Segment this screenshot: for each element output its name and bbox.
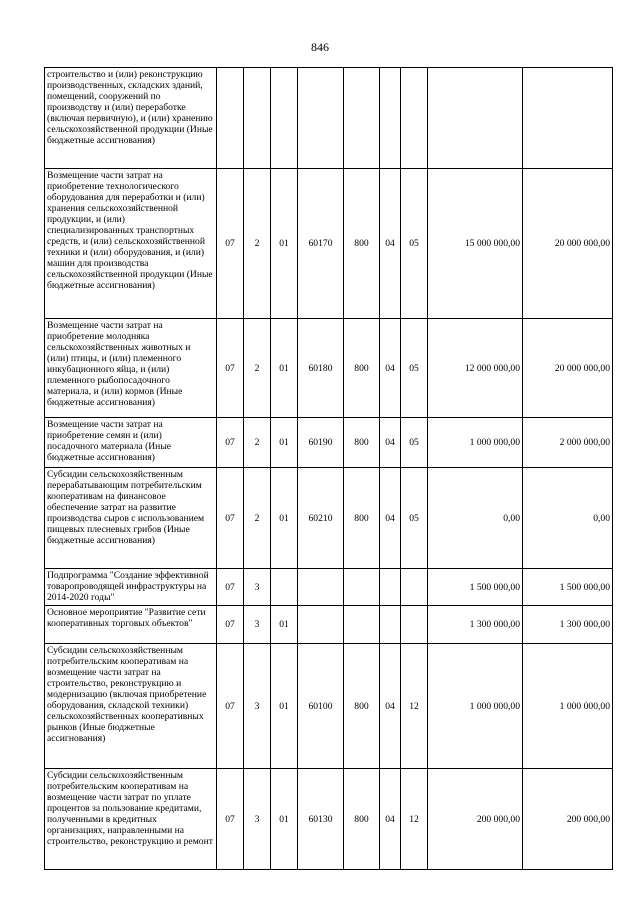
subprogram-code-cell	[244, 68, 271, 169]
amount-year2-cell: 20 000 000,00	[523, 169, 613, 319]
subdivision-cell	[401, 68, 428, 169]
expense-type-cell: 800	[344, 319, 380, 418]
section-code-cell: 07	[217, 418, 244, 468]
subdivision-cell: 05	[401, 418, 428, 468]
activity-code-cell	[271, 68, 298, 169]
amount-year1-cell: 1 500 000,00	[428, 569, 523, 606]
division-cell: 04	[380, 644, 401, 769]
table-body	[45, 68, 613, 870]
activity-code-cell: 01	[271, 644, 298, 769]
expense-type-cell: 800	[344, 468, 380, 569]
expense-type-cell	[344, 68, 380, 169]
direction-code-cell: 60170	[298, 169, 344, 319]
amount-year1-cell: 12 000 000,00	[428, 319, 523, 418]
table-row	[45, 468, 613, 569]
division-cell: 04	[380, 319, 401, 418]
division-cell: 04	[380, 418, 401, 468]
section-code-cell	[217, 68, 244, 169]
section-code-cell: 07	[217, 606, 244, 644]
table-row	[45, 319, 613, 418]
description-cell: Основное мероприятие "Развитие сети кооперативных торговых объектов"	[45, 606, 217, 644]
activity-code-cell: 01	[271, 319, 298, 418]
amount-year1-cell: 1 000 000,00	[428, 644, 523, 769]
direction-code-cell: 60210	[298, 468, 344, 569]
description-cell: Субсидии сельскохозяйственным перерабатывающим потребительским кооперативам на финансовое обеспечение затрат на развитие производства сыров с использованием пищевых плесневых грибов (Иные бюджетные ассигнования)	[45, 468, 217, 569]
expense-type-cell: 800	[344, 769, 380, 870]
subprogram-code-cell: 3	[244, 644, 271, 769]
division-cell: 04	[380, 468, 401, 569]
activity-code-cell: 01	[271, 468, 298, 569]
subdivision-cell: 12	[401, 769, 428, 870]
subprogram-code-cell: 3	[244, 606, 271, 644]
subprogram-code-cell: 3	[244, 769, 271, 870]
expense-type-cell	[344, 569, 380, 606]
activity-code-cell: 01	[271, 769, 298, 870]
subprogram-code-cell: 2	[244, 169, 271, 319]
description-cell: строительство и (или) реконструкцию производственных, складских зданий, помещений, сооружений по производству и (или) переработке (включая первичную), и (или) хранению сельскохозяйственной продукции (Иные бюджетные ассигнования)	[45, 68, 217, 169]
table-row	[45, 169, 613, 319]
amount-year2-cell: 20 000 000,00	[523, 319, 613, 418]
direction-code-cell: 60180	[298, 319, 344, 418]
direction-code-cell: 60130	[298, 769, 344, 870]
description-cell: Субсидии сельскохозяйственным потребительским кооперативам на возмещение части затрат на строительство, реконструкцию и модернизацию (включая приобретение оборудования, складской техники) сельскохозяйственных кооперативных рынков (Иные бюджетные ассигнования)	[45, 644, 217, 769]
table-row	[45, 644, 613, 769]
description-cell: Субсидии сельскохозяйственным потребительским кооперативам на возмещение части затрат по уплате процентов за пользование кредитами, полученными в кредитных организациях, направленными на строительство, реконструкцию и ремонт	[45, 769, 217, 870]
subprogram-code-cell: 2	[244, 468, 271, 569]
division-cell: 04	[380, 769, 401, 870]
section-code-cell: 07	[217, 319, 244, 418]
amount-year2-cell: 0,00	[523, 468, 613, 569]
amount-year2-cell: 1 500 000,00	[523, 569, 613, 606]
description-cell: Возмещение части затрат на приобретение технологического оборудования для переработки и (или) хранения сельскохозяйственной продукции, и (или) специализированных транспортных средств, и (или) сельскохозяйственной техники и (или) оборудования, и (или) машин для производства сельскохозяйственной продукции (Иные бюджетные ассигнования)	[45, 169, 217, 319]
expense-type-cell: 800	[344, 169, 380, 319]
expense-type-cell	[344, 606, 380, 644]
amount-year2-cell	[523, 68, 613, 169]
amount-year1-cell: 1 300 000,00	[428, 606, 523, 644]
table-row	[45, 606, 613, 644]
amount-year2-cell: 1 000 000,00	[523, 644, 613, 769]
division-cell	[380, 68, 401, 169]
amount-year1-cell: 0,00	[428, 468, 523, 569]
direction-code-cell: 60190	[298, 418, 344, 468]
amount-year1-cell: 200 000,00	[428, 769, 523, 870]
table-row	[45, 418, 613, 468]
section-code-cell: 07	[217, 769, 244, 870]
expense-type-cell: 800	[344, 418, 380, 468]
section-code-cell: 07	[217, 569, 244, 606]
subprogram-code-cell: 2	[244, 418, 271, 468]
section-code-cell: 07	[217, 644, 244, 769]
activity-code-cell: 01	[271, 606, 298, 644]
direction-code-cell	[298, 68, 344, 169]
amount-year1-cell: 15 000 000,00	[428, 169, 523, 319]
amount-year1-cell: 1 000 000,00	[428, 418, 523, 468]
description-cell: Возмещение части затрат на приобретение семян и (или) посадочного материала (Иные бюджетные ассигнования)	[45, 418, 217, 468]
activity-code-cell: 01	[271, 418, 298, 468]
subdivision-cell: 05	[401, 468, 428, 569]
amount-year2-cell: 200 000,00	[523, 769, 613, 870]
subprogram-code-cell: 2	[244, 319, 271, 418]
table-row	[45, 68, 613, 169]
expense-type-cell: 800	[344, 644, 380, 769]
page-number: 846	[311, 40, 329, 54]
division-cell: 04	[380, 169, 401, 319]
table-row	[45, 569, 613, 606]
amount-year1-cell	[428, 68, 523, 169]
activity-code-cell	[271, 569, 298, 606]
subdivision-cell: 05	[401, 319, 428, 418]
table-row	[45, 769, 613, 870]
direction-code-cell	[298, 606, 344, 644]
subdivision-cell: 12	[401, 644, 428, 769]
subdivision-cell: 05	[401, 169, 428, 319]
section-code-cell: 07	[217, 468, 244, 569]
division-cell	[380, 606, 401, 644]
direction-code-cell	[298, 569, 344, 606]
subprogram-code-cell: 3	[244, 569, 271, 606]
section-code-cell: 07	[217, 169, 244, 319]
activity-code-cell: 01	[271, 169, 298, 319]
subdivision-cell	[401, 606, 428, 644]
budget-table	[44, 67, 613, 870]
direction-code-cell: 60100	[298, 644, 344, 769]
division-cell	[380, 569, 401, 606]
amount-year2-cell: 1 300 000,00	[523, 606, 613, 644]
description-cell: Возмещение части затрат на приобретение молодняка сельскохозяйственных животных и (или) птицы, и (или) племенного инкубационного яйца, и (или) племенного рыбопосадочного материала, и (или) кормов (Иные бюджетные ассигнования)	[45, 319, 217, 418]
amount-year2-cell: 2 000 000,00	[523, 418, 613, 468]
description-cell: Подпрограмма "Создание эффективной товаропроводящей инфраструктуры на 2014-2020 годы"	[45, 569, 217, 606]
subdivision-cell	[401, 569, 428, 606]
